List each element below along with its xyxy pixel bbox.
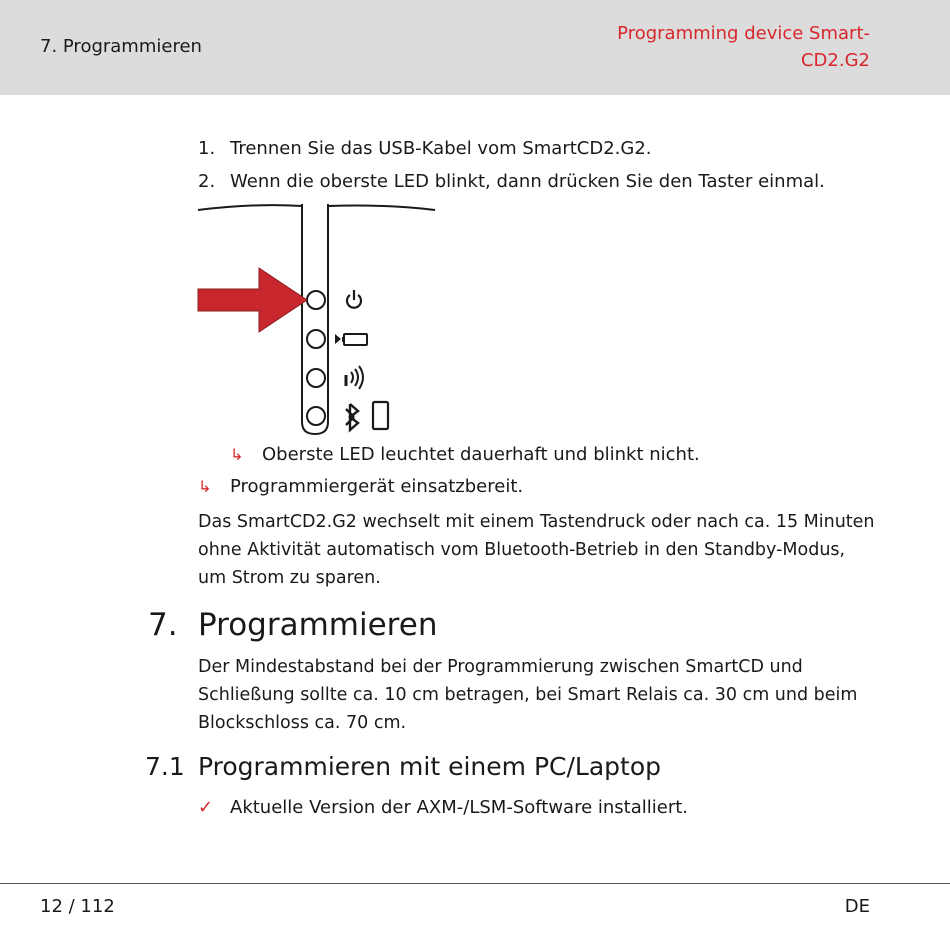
- subsection-number: 7.1: [145, 752, 185, 781]
- standby-paragraph: Das SmartCD2.G2 wechselt mit einem Tastendruck oder nach ca. 15 Minuten ohne Aktivität automatisch vom Bluetooth-Betrieb in den Standby-Modus, um Strom zu sparen.: [198, 512, 875, 588]
- step-text: Wenn die oberste LED blinkt, dann drücken Sie den Taster einmal.: [230, 171, 825, 192]
- language-code: DE: [844, 896, 870, 917]
- subsection-title: Programmieren mit einem PC/Laptop: [198, 752, 662, 781]
- led-3: [307, 369, 325, 387]
- subsection-heading: [145, 752, 661, 781]
- checkmark-icon: ✓: [198, 797, 214, 818]
- step-1: [198, 138, 652, 159]
- header-product-line1: Programming device Smart-: [617, 23, 870, 44]
- page-header: [0, 0, 950, 95]
- battery-icon: [335, 334, 367, 345]
- result-led-steady: [230, 444, 700, 465]
- radio-signal-icon: [346, 366, 363, 389]
- result-arrow-icon: ↳: [198, 477, 212, 496]
- header-section-title: 7. Programmieren: [40, 36, 202, 57]
- result-text: Programmiergerät einsatzbereit.: [230, 476, 524, 497]
- header-product-line2: CD2.G2: [800, 50, 870, 71]
- power-icon: [347, 290, 361, 308]
- pointer-arrow: [198, 268, 307, 332]
- step-text: Trennen Sie das USB-Kabel vom SmartCD2.G2.: [230, 138, 652, 159]
- step-2: [198, 171, 825, 192]
- requirement-item: [198, 797, 688, 818]
- bluetooth-phone-icon: [346, 402, 388, 430]
- footer-divider: [0, 883, 950, 884]
- led-2: [307, 330, 325, 348]
- requirement-text: Aktuelle Version der AXM-/LSM-Software installiert.: [230, 797, 689, 818]
- distance-paragraph: Der Mindestabstand bei der Programmierung zwischen SmartCD und Schließung sollte ca. 10 cm betragen, bei Smart Relais ca. 30 cm und beim Blockschloss ca. 70 cm.: [198, 657, 858, 733]
- result-text: Oberste LED leuchtet dauerhaft und blinkt nicht.: [262, 444, 700, 465]
- section-heading: [148, 607, 437, 643]
- led-1: [307, 291, 325, 309]
- page-number: 12 / 112: [40, 896, 115, 917]
- step-number: 2.: [198, 171, 216, 192]
- step-number: 1.: [198, 138, 216, 159]
- section-title: Programmieren: [198, 607, 438, 643]
- led-4: [307, 407, 325, 425]
- device-led-figure: [195, 200, 445, 440]
- result-arrow-icon: ↳: [230, 445, 244, 464]
- header-product-title: [550, 20, 870, 74]
- result-device-ready: [198, 476, 523, 497]
- section-number: 7.: [148, 607, 178, 643]
